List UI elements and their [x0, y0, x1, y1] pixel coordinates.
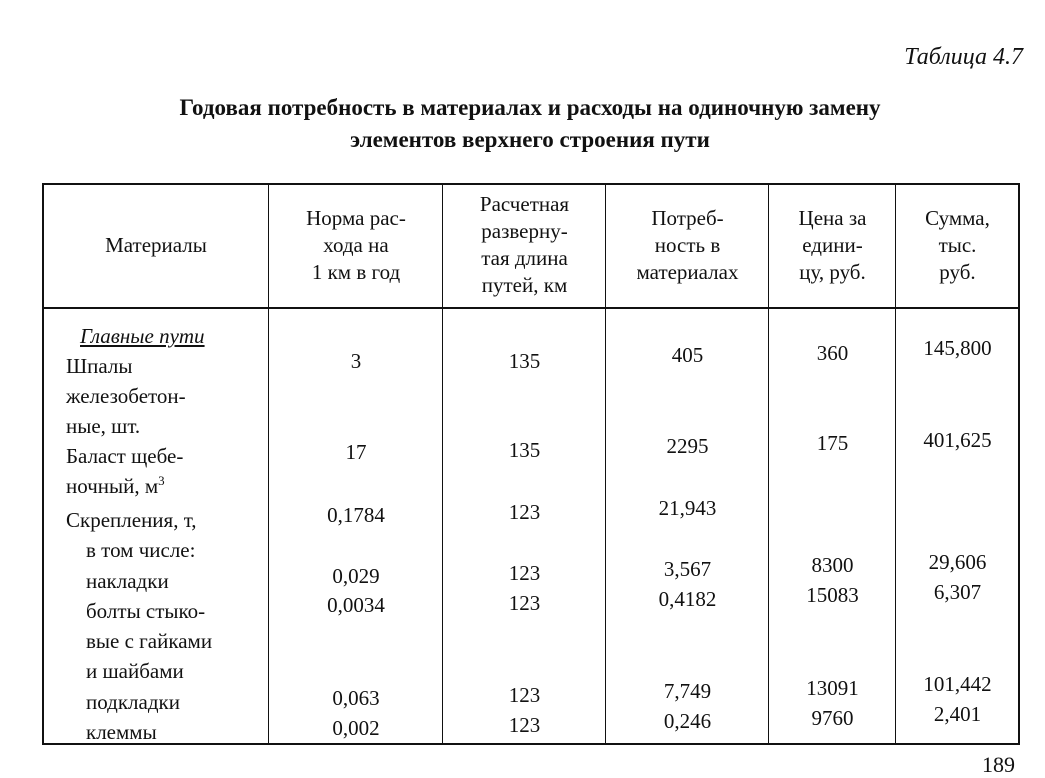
- cell-norm: 0,002: [332, 716, 380, 740]
- material-label: ные, шт.: [66, 414, 141, 438]
- header-materials: Материалы: [105, 232, 207, 257]
- cell-price: 360: [816, 341, 849, 365]
- table-title: [90, 92, 970, 156]
- material-label: ночный, $м^3$: [66, 473, 165, 498]
- cell-sum: 401,625: [923, 428, 992, 452]
- column-divider: [768, 183, 769, 745]
- cell-price: 8300: [811, 553, 854, 577]
- material-label: Скрепления, т,: [66, 508, 197, 532]
- cell-price: 175: [816, 431, 849, 455]
- cell-norm: 0,0034: [327, 593, 385, 617]
- cell-demand: 0,4182: [658, 587, 717, 611]
- cell-demand: 405: [671, 343, 704, 367]
- cell-length: 123: [508, 561, 541, 585]
- header-separator: [42, 307, 1020, 309]
- cell-norm: 0,1784: [327, 503, 385, 527]
- cell-length: 135: [508, 349, 541, 373]
- cell-demand: 7,749: [663, 679, 712, 703]
- title-line-1: Годовая потребность в материалах и расходы на одиночную замену: [179, 95, 881, 120]
- cell-length: 123: [508, 500, 541, 524]
- cell-norm: 0,029: [332, 564, 380, 588]
- column-divider: [605, 183, 606, 745]
- header-length: Расчетная разверну- тая длина путей, км: [479, 192, 570, 297]
- material-label: железобетон-: [66, 384, 186, 408]
- column-divider: [442, 183, 443, 745]
- cell-demand: 3,567: [663, 557, 712, 581]
- cell-sum: 29,606: [928, 550, 987, 574]
- header-sum: Сумма, тыс. руб.: [925, 205, 990, 284]
- cell-demand: 21,943: [658, 496, 717, 520]
- cell-sum: 6,307: [933, 580, 982, 604]
- cell-length: 123: [508, 591, 541, 615]
- cell-sum: 101,442: [923, 672, 992, 696]
- cell-demand: 0,246: [663, 709, 712, 733]
- material-label: Шпалы: [66, 354, 133, 378]
- cell-length: 123: [508, 713, 541, 737]
- cell-demand: 2295: [666, 434, 709, 458]
- cell-norm: 0,063: [332, 686, 380, 710]
- cell-price: 13091: [806, 676, 859, 700]
- material-label: болты стыко-: [86, 599, 206, 623]
- page-number: 189: [982, 752, 1015, 777]
- title-line-2: элементов верхнего строения пути: [350, 127, 710, 152]
- cell-norm: 3: [350, 349, 362, 373]
- material-label: вые с гайками: [86, 629, 213, 653]
- material-label: и шайбами: [86, 659, 184, 683]
- cell-norm: 17: [345, 440, 367, 464]
- cell-length: 135: [508, 438, 541, 462]
- column-divider: [268, 183, 269, 745]
- material-label: в том числе:: [86, 538, 196, 562]
- material-label: Баласт щебе-: [66, 444, 184, 468]
- table-label: Таблица 4.7: [904, 44, 1023, 70]
- header-demand: Потреб- ность в материалах: [636, 205, 739, 284]
- material-label: накладки: [86, 569, 169, 593]
- header-norm: Норма рас- хода на 1 км в год: [306, 205, 406, 284]
- cell-sum: 2,401: [933, 702, 982, 726]
- section-title: Главные пути: [80, 324, 205, 348]
- column-divider: [895, 183, 896, 745]
- material-label: подкладки: [86, 690, 180, 714]
- header-price: Цена за едини- цу, руб.: [798, 205, 867, 284]
- cell-price: 9760: [811, 706, 854, 730]
- cell-length: 123: [508, 683, 541, 707]
- material-label: клеммы: [86, 720, 157, 744]
- cell-sum: 145,800: [923, 336, 992, 360]
- cell-price: 15083: [806, 583, 859, 607]
